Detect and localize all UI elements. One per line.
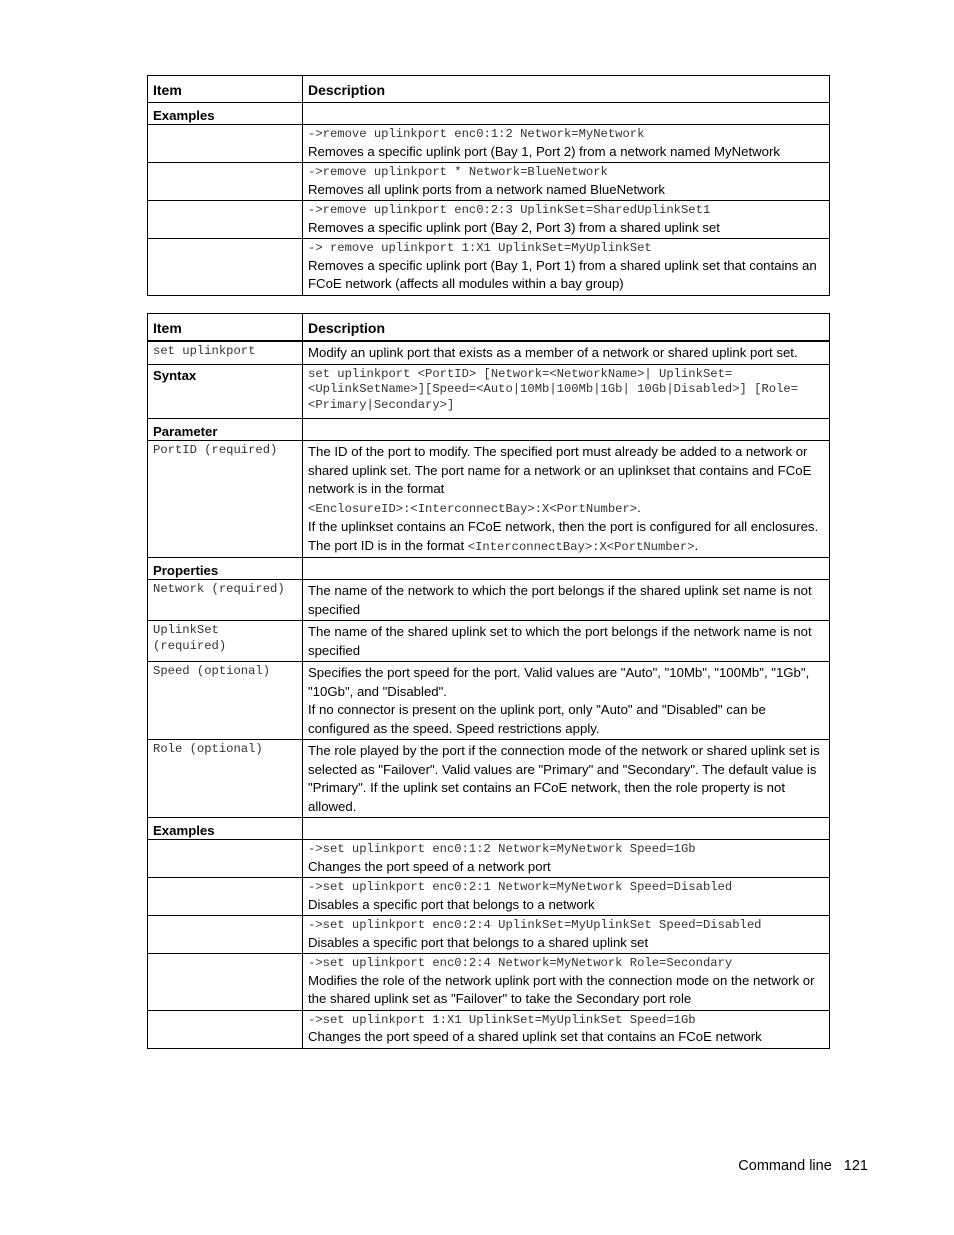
section-row-examples (148, 818, 830, 840)
example-command: ->set uplinkport enc0:1:2 Network=MyNetwork Speed=1Gb (308, 842, 696, 856)
page-footer (738, 1158, 868, 1174)
page-number: 121 (843, 1158, 868, 1174)
property-description: The role played by the port if the connection mode of the network or shared uplink set is selected as "Failover". Valid values are "Primary" and "Secondary". The default value is "Primary". If the uplink set contains an FCoE network, then the role property is not allowed. (303, 740, 830, 818)
property-description: The name of the shared uplink set to which the port belongs if the network name is not specified (303, 621, 830, 662)
section-label-examples: Examples (148, 103, 303, 125)
parameter-format: <EnclosureID>:<InterconnectBay>:X<PortNumber> (308, 501, 638, 516)
example-command: ->set uplinkport enc0:2:4 UplinkSet=MyUplinkSet Speed=Disabled (308, 918, 762, 932)
set-uplinkport-table (147, 313, 830, 1049)
parameter-format-fcoe: <InterconnectBay>:X<PortNumber> (467, 539, 695, 554)
example-description: Removes a specific uplink port (Bay 1, Port 2) from a network named MyNetwork (308, 143, 780, 159)
example-description: Changes the port speed of a shared uplink set that contains an FCoE network (308, 1029, 762, 1044)
section-row-parameter (148, 419, 830, 441)
footer-section-title: Command line (738, 1158, 832, 1174)
property-description: The name of the network to which the port belongs if the shared uplink set name is not specified (303, 580, 830, 621)
section-label-properties: Properties (148, 558, 303, 580)
parameter-description: The ID of the port to modify. The specified port must already be added to a network or shared uplink set. The port name for a network or an uplinkset that contains and FCoE network is in the format (308, 444, 812, 496)
property-row (148, 662, 830, 740)
example-row (148, 239, 830, 296)
table-header-row (148, 314, 830, 342)
example-command: ->remove uplinkport enc0:2:3 UplinkSet=SharedUplinkSet1 (308, 203, 711, 217)
section-row-examples (148, 103, 830, 125)
example-command: ->set uplinkport 1:X1 UplinkSet=MyUplinkSet Speed=1Gb (308, 1012, 696, 1027)
format-period: . (694, 537, 699, 553)
column-header-description: Description (303, 314, 830, 342)
property-name: Role (optional) (153, 742, 263, 756)
command-description: Modify an uplink port that exists as a member of a network or shared uplink port set. (303, 341, 830, 364)
parameter-name: PortID (required) (153, 443, 278, 457)
example-description: Changes the port speed of a network port (308, 858, 551, 874)
command-row (148, 341, 830, 364)
example-description: Removes all uplink ports from a network named BlueNetwork (308, 181, 665, 197)
example-row (148, 1010, 830, 1048)
example-row (148, 201, 830, 239)
property-row (148, 740, 830, 818)
remove-uplinkport-examples-table (147, 75, 830, 296)
syntax-text: set uplinkport <PortID> [Network=<NetworkName>| UplinkSet=<UplinkSetName>][Speed=<Auto|10Mb|100Mb|1Gb| 10Gb|Disabled>] [Role=<Primary|Secondary>] (308, 366, 799, 412)
property-row (148, 580, 830, 621)
format-period: . (637, 499, 641, 515)
example-row (148, 163, 830, 201)
section-label-examples: Examples (148, 818, 303, 840)
table-header-row (148, 76, 830, 103)
example-description: Modifies the role of the network uplink port with the connection mode on the network or the shared uplink set as "Failover" to take the Secondary port role (308, 972, 815, 1006)
example-description: Disables a specific port that belongs to a network (308, 896, 595, 912)
property-description-note: If no connector is present on the uplink port, only "Auto" and "Disabled" can be configured as the speed. Speed restrictions apply. (308, 702, 766, 736)
example-description: Removes a specific uplink port (Bay 2, Port 3) from a shared uplink set (308, 219, 720, 235)
section-label-parameter: Parameter (148, 419, 303, 441)
example-row (148, 125, 830, 163)
column-header-item: Item (148, 76, 303, 103)
property-description: Specifies the port speed for the port. Valid values are "Auto", "10Mb", "100Mb", "1Gb", "10Gb", and "Disabled". (308, 665, 810, 699)
example-command: -> remove uplinkport 1:X1 UplinkSet=MyUplinkSet (308, 241, 652, 255)
example-command: ->remove uplinkport * Network=BlueNetwork (308, 165, 608, 179)
property-name: Network (required) (153, 582, 285, 596)
syntax-row (148, 364, 830, 419)
parameter-description-fcoe: If the uplinkset contains an FCoE network, then the port is configured for all enclosures. The port ID is in the format (308, 519, 819, 553)
property-row (148, 621, 830, 662)
example-command: ->set uplinkport enc0:2:4 Network=MyNetwork Role=Secondary (308, 956, 733, 970)
property-name: UplinkSet (required) (153, 623, 227, 653)
example-description: Removes a specific uplink port (Bay 1, Port 1) from a shared uplink set that contains an FCoE network (affects all modules within a bay group) (308, 257, 817, 291)
property-name: Speed (optional) (153, 664, 271, 678)
column-header-item: Item (148, 314, 303, 342)
example-row (148, 954, 830, 1011)
example-description: Disables a specific port that belongs to a shared uplink set (308, 934, 649, 950)
section-row-properties (148, 558, 830, 580)
example-command: ->set uplinkport enc0:2:1 Network=MyNetwork Speed=Disabled (308, 880, 733, 894)
column-header-description: Description (303, 76, 830, 103)
example-row (148, 840, 830, 878)
example-command: ->remove uplinkport enc0:1:2 Network=MyNetwork (308, 127, 645, 141)
syntax-label: Syntax (148, 364, 303, 419)
command-name: set uplinkport (153, 344, 256, 358)
parameter-row (148, 441, 830, 558)
example-row (148, 878, 830, 916)
example-row (148, 916, 830, 954)
